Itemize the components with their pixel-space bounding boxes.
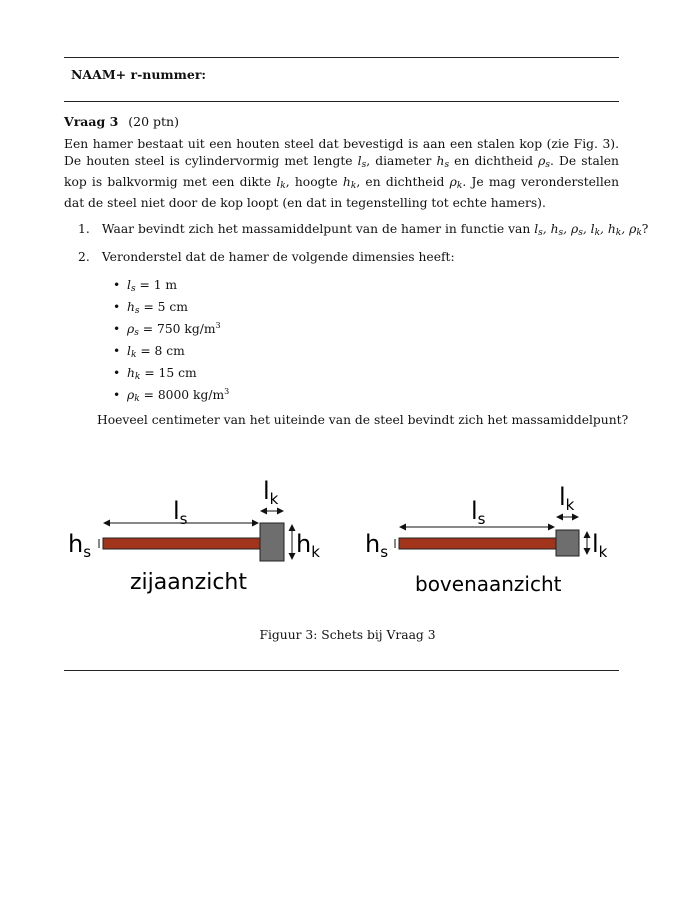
question-points: (20 ptn) <box>128 114 179 129</box>
side-lk-label: $l_k$ <box>263 477 279 508</box>
dimension-item: • $h_k = 15$ cm <box>113 366 197 382</box>
top-lk-label: $l_k$ <box>559 483 575 514</box>
side-head <box>260 523 284 561</box>
question-title: Vraag 3 <box>64 114 119 129</box>
figure-caption: Figuur 3: Schets bij Vraag 3 <box>259 628 436 642</box>
dimension-item: • $\rho_k = 8000$ $kg/m^3$ <box>113 387 230 404</box>
question-conclusion: Hoeveel centimeter van het uiteinde van de steel bevindt zich het massamiddelpunt? <box>97 413 629 427</box>
side-handle <box>103 538 260 549</box>
top-hs-label: $h_s$ <box>365 530 389 561</box>
question-heading <box>64 114 179 129</box>
top-lk-side-label: $l_k$ <box>592 530 608 561</box>
top-head <box>556 530 579 556</box>
top-handle <box>399 538 556 549</box>
top-ls-label: $l_s$ <box>471 497 486 528</box>
name-field-label: NAAM+ r-nummer: <box>71 67 207 82</box>
dimension-item: • $l_k = 8$ cm <box>113 344 185 360</box>
top-view-label: bovenaanzicht <box>415 572 562 596</box>
side-hk-label: $h_k$ <box>296 530 320 561</box>
dimension-item: • $\rho_s = 750$ $kg/m^3$ <box>113 321 221 338</box>
dimension-item: • $h_s = 5$ cm <box>113 300 188 316</box>
header-bottom-rule <box>64 101 619 102</box>
hammer-figure <box>60 475 620 605</box>
side-view <box>68 477 320 595</box>
side-hs-label: $h_s$ <box>68 530 92 561</box>
question-intro: Een hamer bestaat uit een houten steel dat bevestigd is aan een stalen kop (zie Fig. 3). De houten steel is cylindervormig met lengte $l_s$, diameter $h_s$ en dichtheid $\rho_s$. De stalen kop is balkvormig met een dikte $l_k$, hoogte $h_k$, en dichtheid $\rho_k$. Je mag veronderstellen dat de steel niet door de kop loopt (en dat in tegenstelling tot echte hamers). <box>64 137 619 210</box>
side-ls-label: $l_s$ <box>173 497 188 528</box>
top-rule <box>64 57 619 58</box>
dimension-item: • $l_s = 1$ m <box>113 278 178 294</box>
list-item: 2. Veronderstel dat de hamer de volgende dimensies heeft: <box>78 250 455 264</box>
list-item: 1. Waar bevindt zich het massamiddelpunt van de hamer in functie van $l_s$, $h_s$, $\rho_s$, $l_k$, $h_k$, $\rho_k$? <box>78 222 649 238</box>
bottom-rule <box>64 670 619 671</box>
top-view <box>365 483 608 596</box>
side-view-label: zijaanzicht <box>130 570 248 595</box>
